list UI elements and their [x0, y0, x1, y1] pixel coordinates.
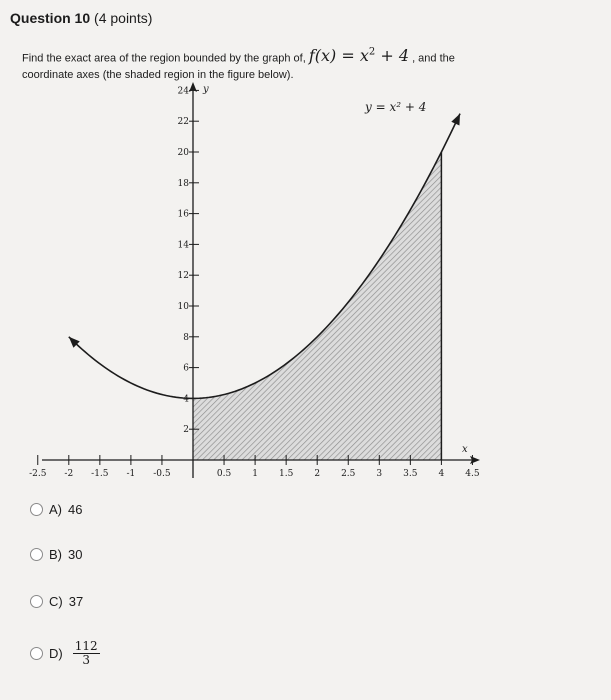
option-d-fraction — [73, 640, 100, 667]
y-tick-label: 6 — [183, 363, 189, 374]
x-tick-label: 0.5 — [216, 469, 232, 479]
prompt-text-1: Find the exact area of the region bounded by the graph of, — [22, 52, 306, 65]
y-tick-label: 14 — [177, 240, 189, 251]
option-b-value: 30 — [68, 547, 83, 562]
option-d-numerator: 112 — [74, 639, 98, 653]
option-c-value: 37 — [68, 594, 84, 609]
x-tick-label: 2 — [314, 469, 321, 479]
x-tick-label: 1.5 — [278, 469, 294, 479]
y-tick-label: 12 — [177, 271, 189, 282]
x-tick-label: 1 — [252, 469, 258, 479]
prompt-text-2: , and the — [412, 52, 455, 65]
curve-label: y = x² + 4 — [365, 100, 427, 114]
option-d[interactable] — [30, 640, 100, 667]
radio-a[interactable] — [30, 503, 43, 516]
y-tick-label: 10 — [177, 302, 189, 312]
function-exponent: 2 — [368, 47, 376, 58]
option-d-letter: D) — [49, 646, 63, 661]
option-c-letter: C) — [49, 594, 63, 609]
radio-b[interactable] — [30, 548, 43, 561]
function-text: f(x) = x — [308, 46, 369, 66]
option-a[interactable] — [30, 502, 82, 517]
y-tick-label: 24 — [177, 86, 189, 97]
x-axis-label: x — [462, 444, 468, 455]
x-tick-label: -2.5 — [29, 469, 47, 479]
y-tick-label: 18 — [177, 178, 189, 189]
x-tick-label: 4 — [438, 469, 445, 479]
y-tick-label: 8 — [183, 332, 189, 343]
option-b-letter: B) — [49, 547, 62, 562]
y-tick-label: 2 — [183, 425, 189, 436]
curve-arrow-right — [451, 114, 460, 126]
option-d-denominator: 3 — [82, 653, 90, 667]
question-number: Question 10 — [10, 10, 91, 26]
x-tick-label: -0.5 — [153, 469, 171, 479]
option-c[interactable] — [30, 594, 83, 609]
x-tick-label: 3 — [376, 469, 383, 479]
y-tick-label: 22 — [177, 117, 189, 128]
x-tick-label: -2 — [64, 469, 74, 479]
radio-d[interactable] — [30, 647, 43, 660]
y-axis-label: y — [203, 84, 209, 95]
radio-c[interactable] — [30, 595, 43, 608]
function-tail: + 4 — [380, 46, 409, 66]
x-tick-label: -1.5 — [91, 469, 109, 479]
y-tick-label: 20 — [177, 148, 189, 158]
x-tick-label: 3.5 — [403, 469, 418, 479]
shaded-region — [193, 152, 441, 460]
x-tick-label: 4.5 — [465, 469, 480, 479]
y-tick-label: 16 — [177, 209, 189, 220]
x-tick-label: 2.5 — [341, 469, 356, 479]
prompt-text-line2: coordinate axes (the shaded region in the figure below). — [22, 69, 294, 82]
x-tick-label: -1 — [126, 469, 136, 479]
option-a-letter: A) — [49, 502, 62, 517]
y-tick-label: 4 — [183, 394, 189, 405]
option-b[interactable] — [30, 547, 82, 562]
option-a-value: 46 — [68, 502, 83, 517]
question-points: (4 points) — [94, 10, 153, 26]
